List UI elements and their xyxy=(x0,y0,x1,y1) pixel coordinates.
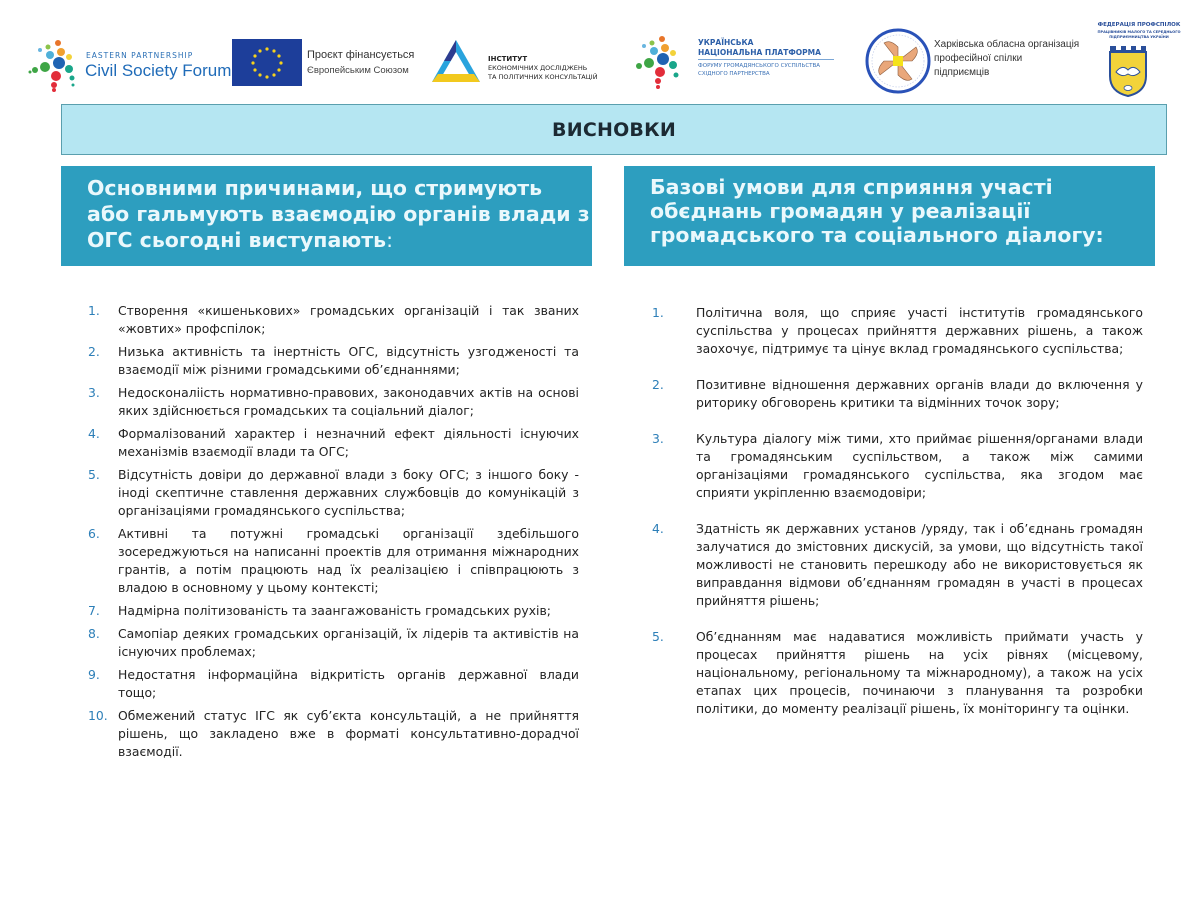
list-item xyxy=(88,602,579,620)
unp-logo-line3: ФОРУМУ ГРОМАДЯНСЬКОГО СУСПІЛЬСТВА xyxy=(698,63,821,69)
right-section-header xyxy=(624,166,1155,266)
item-number: 9. xyxy=(88,667,100,682)
item-text: Низька активність та інертність ОГС, відсутність узгодженості та взаємодії між різними громадськими об’єднаннями; xyxy=(118,344,579,377)
left-heading-line: або гальмують взаємодію органів влади з xyxy=(87,202,590,226)
item-number: 7. xyxy=(88,603,100,618)
left-section-header xyxy=(61,166,592,266)
item-text: Формалізований характер і незначний ефект діяльності існуючих механізмів взаємодії влади та ОГС; xyxy=(118,426,579,459)
eu-flag-icon xyxy=(232,39,302,86)
right-heading-line: обєднань громадян у реалізації xyxy=(650,199,1031,223)
page-title: ВИСНОВКИ xyxy=(552,118,676,141)
institute-logo xyxy=(430,38,620,88)
list-item xyxy=(88,625,579,661)
list-item xyxy=(88,343,579,379)
item-text: Об’єднанням має надаватися можливість приймати участь у процесах прийняття рішень на усіх рівнях (місцевому, національному, регіональному та міжнародному), а також на усіх етапах цих процесів, починаючи з планування та розробки політики, до моменту реалізації рішень, їх моніторингу та оцінки. xyxy=(696,629,1143,716)
list-item xyxy=(652,520,1143,610)
item-text: Позитивне відношення державних органів влади до включення у риторику обговорень критики та відмінних точок зору; xyxy=(696,377,1143,410)
unp-logo-line4: СХІДНОГО ПАРТНЕРСТВА xyxy=(698,71,770,77)
item-number: 1. xyxy=(88,303,100,318)
handshake-shield-icon xyxy=(1106,42,1150,98)
list-item xyxy=(88,302,579,338)
unp-dots-icon xyxy=(632,34,684,90)
list-item xyxy=(88,707,579,761)
eu-logo-line1: Проєкт фінансується xyxy=(307,49,415,61)
institute-logo-line2: ЕКОНОМІЧНИХ ДОСЛІДЖЕНЬ xyxy=(488,64,588,72)
list-item xyxy=(88,384,579,420)
title-banner xyxy=(61,104,1167,155)
eu-funding-logo xyxy=(232,39,422,87)
unp-logo-line2: НАЦІОНАЛЬНА ПЛАТФОРМА xyxy=(698,48,821,57)
item-text: Здатність як державних установ /уряду, так і об’єднань громадян залучатися до змістовних дискусій, за умови, що відсутність такої можливості не становить перешкоду або не використовується як виправдання відмови об’єднанням громадян в участі в процесах прийняття рішень; xyxy=(696,521,1143,608)
item-text: Активні та потужні громадські організації здебільшого зосереджуються на написанні проектів для отримання міжнародних грантів, а потім працюють над їх реалізацією і співпрацюють з владою в основному у цьому контексті; xyxy=(118,526,579,595)
federation-logo-line1: ФЕДЕРАЦІЯ ПРОФСПІЛОК xyxy=(1097,22,1181,28)
kharkiv-logo-line3: підприємців xyxy=(934,67,990,78)
item-number: 10. xyxy=(88,708,108,723)
item-number: 1. xyxy=(652,305,664,320)
item-number: 4. xyxy=(88,426,100,441)
list-item xyxy=(652,430,1143,502)
item-text: Надмірна політизованість та заангажованість громадських рухів; xyxy=(118,603,551,618)
list-item xyxy=(88,666,579,702)
list-item xyxy=(88,425,579,461)
unp-divider xyxy=(698,59,834,60)
civil-society-forum-logo xyxy=(28,38,232,92)
federation-logo-line2: ПРАЦІВНИКІВ МАЛОГО ТА СЕРЕДНЬОГО xyxy=(1097,30,1181,34)
institute-logo-line1: ІНСТИТУТ xyxy=(488,55,528,63)
federation-logo-line3: ПІДПРИЄМНИЦТВА УКРАЇНИ xyxy=(1109,35,1169,39)
csf-logo-line2: Civil Society Forum xyxy=(85,61,232,80)
list-item xyxy=(652,628,1143,718)
left-heading-line xyxy=(87,227,592,253)
unp-logo-line1: УКРАЇНСЬКА xyxy=(698,38,754,47)
conditions-list xyxy=(652,304,1143,736)
institute-logo-line3: ТА ПОЛІТИЧНИХ КОНСУЛЬТАЦІЙ xyxy=(488,73,598,81)
left-heading-line: Основними причинами, що стримують xyxy=(87,176,543,200)
item-text: Відсутність довіри до державної влади з боку ОГС; з іншого боку - іноді скептичне ставлення державних службовців до комунікацій з організаціями громадянського суспільства; xyxy=(118,467,579,518)
item-number: 3. xyxy=(88,385,100,400)
item-number: 2. xyxy=(652,377,664,392)
kharkiv-logo-line1: Харківська обласна організація xyxy=(934,39,1080,50)
csf-logo-line1: EASTERN PARTNERSHIP xyxy=(86,51,194,60)
eu-logo-line2: Європейським Союзом xyxy=(307,65,409,76)
hands-seal-icon xyxy=(864,27,932,95)
partner-logos-bar xyxy=(0,0,1200,100)
item-text: Самопіар деяких громадських організацій, їх лідерів та активістів на існуючих проблемах; xyxy=(118,626,579,659)
left-heading-line-text: ОГС сьогодні виступають xyxy=(87,228,387,252)
item-number: 5. xyxy=(652,629,664,644)
csf-dots-icon xyxy=(28,38,80,92)
item-number: 5. xyxy=(88,467,100,482)
ukrainian-national-platform-logo xyxy=(632,34,842,90)
item-text: Культура діалогу між тими, хто приймає рішення/органами влади та громадянським суспільством, а також між самими організаціями громадянського суспільства, яка згодом має сприяти укріпленню взаємодовіри; xyxy=(696,431,1143,500)
obstacles-list xyxy=(88,302,579,766)
item-text: Політична воля, що сприяє участі інститутів громадянського суспільства у процесах прийняття державних рішень, а також заохочує, підтримує та цінує вклад громадянського суспільства; xyxy=(696,305,1143,356)
triangle-icon xyxy=(430,38,482,84)
right-heading-line: Базові умови для сприяння участі xyxy=(650,175,1053,199)
item-number: 2. xyxy=(88,344,100,359)
list-item xyxy=(652,304,1143,358)
item-text: Недостатня інформаційна відкритість органів державної влади тощо; xyxy=(118,667,579,700)
item-text: Недосконаліість нормативно-правових, законодавчих актів на основі яких здійснюється громадських та соціальний діалог; xyxy=(118,385,579,418)
item-number: 8. xyxy=(88,626,100,641)
item-number: 6. xyxy=(88,526,100,541)
item-text: Створення «кишенькових» громадських організацій і так званих «жовтих» профспілок; xyxy=(118,303,579,336)
trade-union-federation-logo xyxy=(1078,22,1200,100)
kharkiv-union-logo xyxy=(864,27,1080,95)
item-text: Обмежений статус ІГС як суб’єкта консультацій, а не прийняття рішень, що закладено вже в форматі консультативно-дорадчої взаємодії. xyxy=(118,708,579,759)
left-heading-colon: : xyxy=(386,228,393,252)
list-item xyxy=(652,376,1143,412)
right-heading-line: громадського та соціального діалогу: xyxy=(650,223,1104,247)
item-number: 3. xyxy=(652,431,664,446)
item-number: 4. xyxy=(652,521,664,536)
list-item xyxy=(88,525,579,597)
kharkiv-logo-line2: професійної спілки xyxy=(934,53,1023,64)
list-item xyxy=(88,466,579,520)
